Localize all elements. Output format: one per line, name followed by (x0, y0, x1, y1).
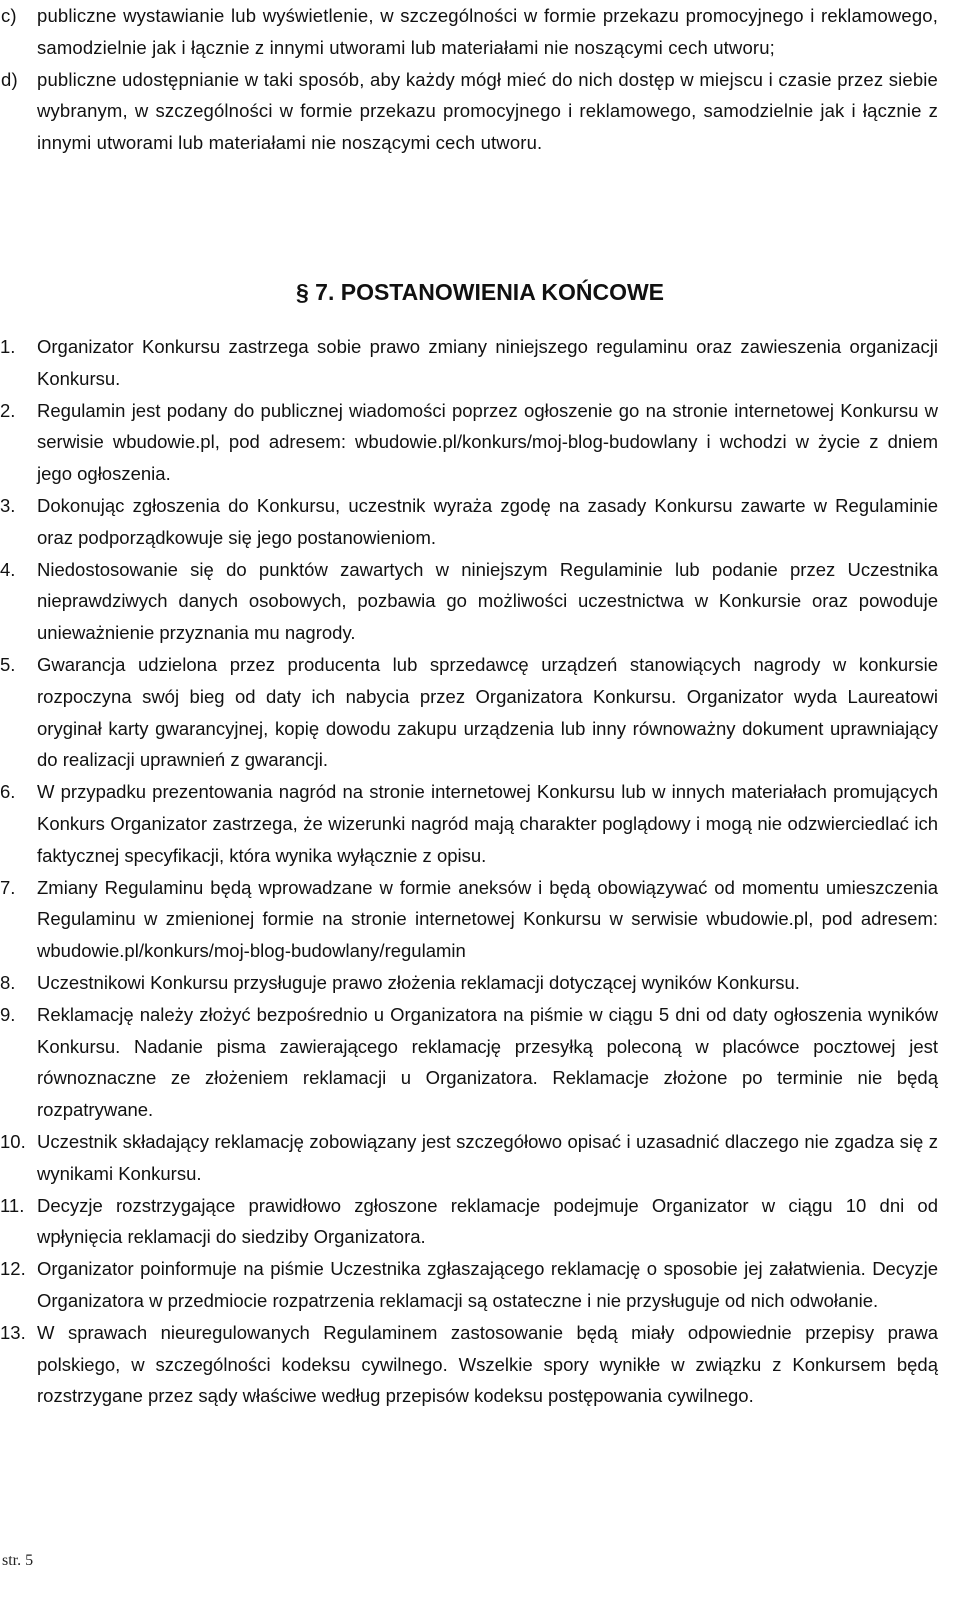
rule-item (0, 395, 960, 490)
rule-text: W sprawach nieuregulowanych Regulaminem zastosowanie będą miały odpowiednie przepisy prawa polskiego, w szczególności kodeksu cywilnego. Wszelkie spory wynikłe w związku z Konkursem będą rozstrzygane przez sądy właściwe według przepisów kodeksu postępowania cywilnego. (37, 1321, 938, 1407)
rule-item (0, 1126, 960, 1190)
list-item-text: publiczne wystawianie lub wyświetlenie, w szczególności w formie przekazu promocyjnego i reklamowego, samodzielnie jak i łącznie z innymi utworami lub materiałami nie noszącymi cech utworu; (37, 5, 938, 58)
rule-text: Decyzje rozstrzygające prawidłowo zgłoszone reklamacje podejmuje Organizator w ciągu 10 dni od wpłynięcia reklamacji do siedziby Organizatora. (37, 1194, 938, 1248)
rule-item (0, 776, 960, 871)
page-number: str. 5 (2, 1552, 34, 1569)
rule-number: 12. (0, 1258, 26, 1280)
list-marker: d) (1, 68, 18, 90)
rule-item (0, 490, 960, 554)
rule-text: Gwarancja udzielona przez producenta lub sprzedawcę urządzeń stanowiących nagrody w konkursie rozpoczyna swój bieg od daty ich nabycia przez Organizatora Konkursu. Organizator wyda Laureatowi oryginał karty gwarancyjnej, kopię dowodu zakupu urządzenia lub inny równoważny dokument uprawniający do realizacji uprawnień z gwarancji. (37, 653, 938, 771)
rule-text: Zmiany Regulaminu będą wprowadzane w formie aneksów i będą obowiązywać od momentu umieszczenia Regulaminu w zmienionej formie na stronie internetowej Konkursu w serwisie wbudowie.pl, pod adresem: wbudowie.pl/konkurs/moj-blog-budowlany/regulamin (37, 876, 938, 962)
rule-text: Uczestnikowi Konkursu przysługuje prawo złożenia reklamacji dotyczącej wyników Konkursu. (37, 971, 800, 993)
rule-item (0, 331, 960, 395)
rule-number: 5. (0, 653, 16, 675)
rule-number: 2. (0, 399, 16, 421)
rule-number: 8. (0, 971, 16, 993)
rule-text: Organizator Konkursu zastrzega sobie prawo zmiany niniejszego regulaminu oraz zawieszenia organizacji Konkursu. (37, 336, 938, 389)
list-marker: c) (1, 5, 17, 26)
section-heading: § 7. POSTANOWIENIA KOŃCOWE (295, 279, 665, 305)
rule-text: Regulamin jest podany do publicznej wiadomości poprzez ogłoszenie go na stronie internetowej Konkursu w serwisie wbudowie.pl, pod adresem: wbudowie.pl/konkurs/moj-blog-budowlany i wchodzi w życie z dniem jego ogłoszenia. (37, 399, 938, 485)
rule-text: Niedostosowanie się do punktów zawartych w niniejszym Regulaminie lub podanie przez Uczestnika nieprawdziwych danych osobowych, pozbawia go możliwości uczestnictwa w Konkursie oraz powoduje unieważnienie przyznania mu nagrody. (37, 558, 938, 644)
rule-number: 11. (0, 1194, 25, 1216)
list-item (0, 0, 960, 64)
rule-text: Uczestnik składający reklamację zobowiązany jest szczegółowo opisać i uzasadnić dlaczego nie zgadza się z wynikami Konkursu. (37, 1130, 938, 1184)
rule-text: Organizator poinformuje na piśmie Uczestnika zgłaszającego reklamację o sposobie jej załatwienia. Decyzje Organizatora w przedmiocie rozpatrzenia reklamacji są ostateczne i nie przysługuje od nich odwołanie. (37, 1258, 938, 1311)
intro-list (0, 0, 960, 159)
rule-item (0, 1190, 960, 1254)
rule-number: 3. (0, 494, 16, 516)
rules-list (0, 331, 960, 1412)
rule-number: 4. (0, 558, 16, 580)
rule-text: W przypadku prezentowania nagród na stronie internetowej Konkursu lub w innych materiałach promujących Konkurs Organizator zastrzega, że wizerunki nagród mają charakter poglądowy i mogą nie odzwierciedlać ich faktycznej specyfikacji, która wynika wyłącznie z opisu. (37, 781, 938, 866)
list-item-text: publiczne udostępnianie w taki sposób, aby każdy mógł mieć do nich dostęp w miejscu i czasie przez siebie wybranym, w szczególności w formie przekazu promocyjnego i reklamowego, samodzielnie jak i łącznie z innymi utworami lub materiałami nie noszącymi cech utworu. (37, 68, 938, 154)
rule-item (0, 554, 960, 649)
rule-number: 6. (0, 781, 16, 803)
rule-text: Reklamację należy złożyć bezpośrednio u Organizatora na piśmie w ciągu 5 dni od daty ogłoszenia wyników Konkursu. Nadanie pisma zawierającego reklamację przesyłką poleconą w placówce pocztowej jest równoznaczne ze złożeniem reklamacji u Organizatora. Reklamacje złożone po terminie nie będą rozpatrywane. (37, 1003, 938, 1121)
rule-number: 7. (0, 876, 16, 898)
rule-item (0, 967, 960, 999)
rule-number: 1. (0, 336, 16, 357)
rule-item (0, 999, 960, 1126)
rule-text: Dokonując zgłoszenia do Konkursu, uczestnik wyraża zgodę na zasady Konkursu zawarte w Regulaminie oraz podporządkowuje się jego postanowieniom. (37, 494, 938, 548)
rule-number: 13. (0, 1321, 26, 1343)
rule-item (0, 649, 960, 776)
rule-item (0, 872, 960, 967)
rule-item (0, 1253, 960, 1317)
rule-number: 10. (0, 1130, 26, 1152)
rule-number: 9. (0, 1003, 16, 1025)
rule-item (0, 1317, 960, 1412)
list-item (0, 64, 960, 159)
